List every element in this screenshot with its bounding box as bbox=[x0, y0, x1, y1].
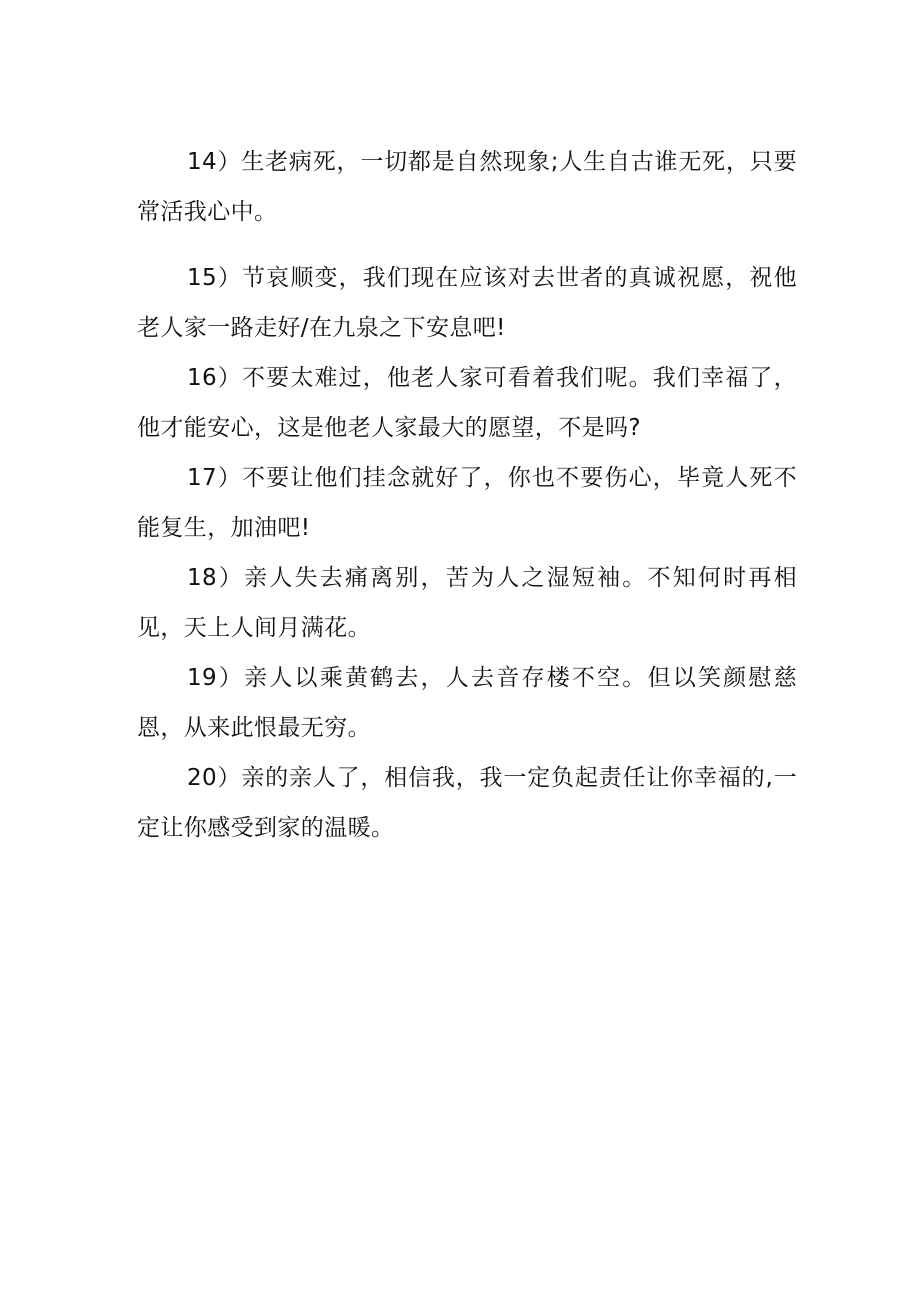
document-body bbox=[137, 137, 797, 853]
paragraph-18: 18）亲人失去痛离别，苦为人之湿短袖。不知何时再相见，天上人间月满花。 bbox=[137, 565, 797, 641]
paragraph-17: 17）不要让他们挂念就好了，你也不要伤心，毕竟人死不能复生，加油吧! bbox=[137, 465, 797, 541]
paragraph-15: 15）节哀顺变，我们现在应该对去世者的真诚祝愿，祝他老人家一路走好/在九泉之下安息吧! bbox=[137, 265, 797, 341]
paragraph-20: 20）亲的亲人了，相信我，我一定负起责任让你幸福的,一定让你感受到家的温暖。 bbox=[137, 765, 797, 841]
paragraph-16: 16）不要太难过，他老人家可看着我们呢。我们幸福了，他才能安心，这是他老人家最大的愿望，不是吗? bbox=[137, 365, 797, 441]
paragraph-14: 14）生老病死，一切都是自然现象;人生自古谁无死，只要常活我心中。 bbox=[137, 149, 797, 225]
paragraph-19: 19）亲人以乘黄鹤去，人去音存楼不空。但以笑颜慰慈恩，从来此恨最无穷。 bbox=[137, 665, 797, 741]
